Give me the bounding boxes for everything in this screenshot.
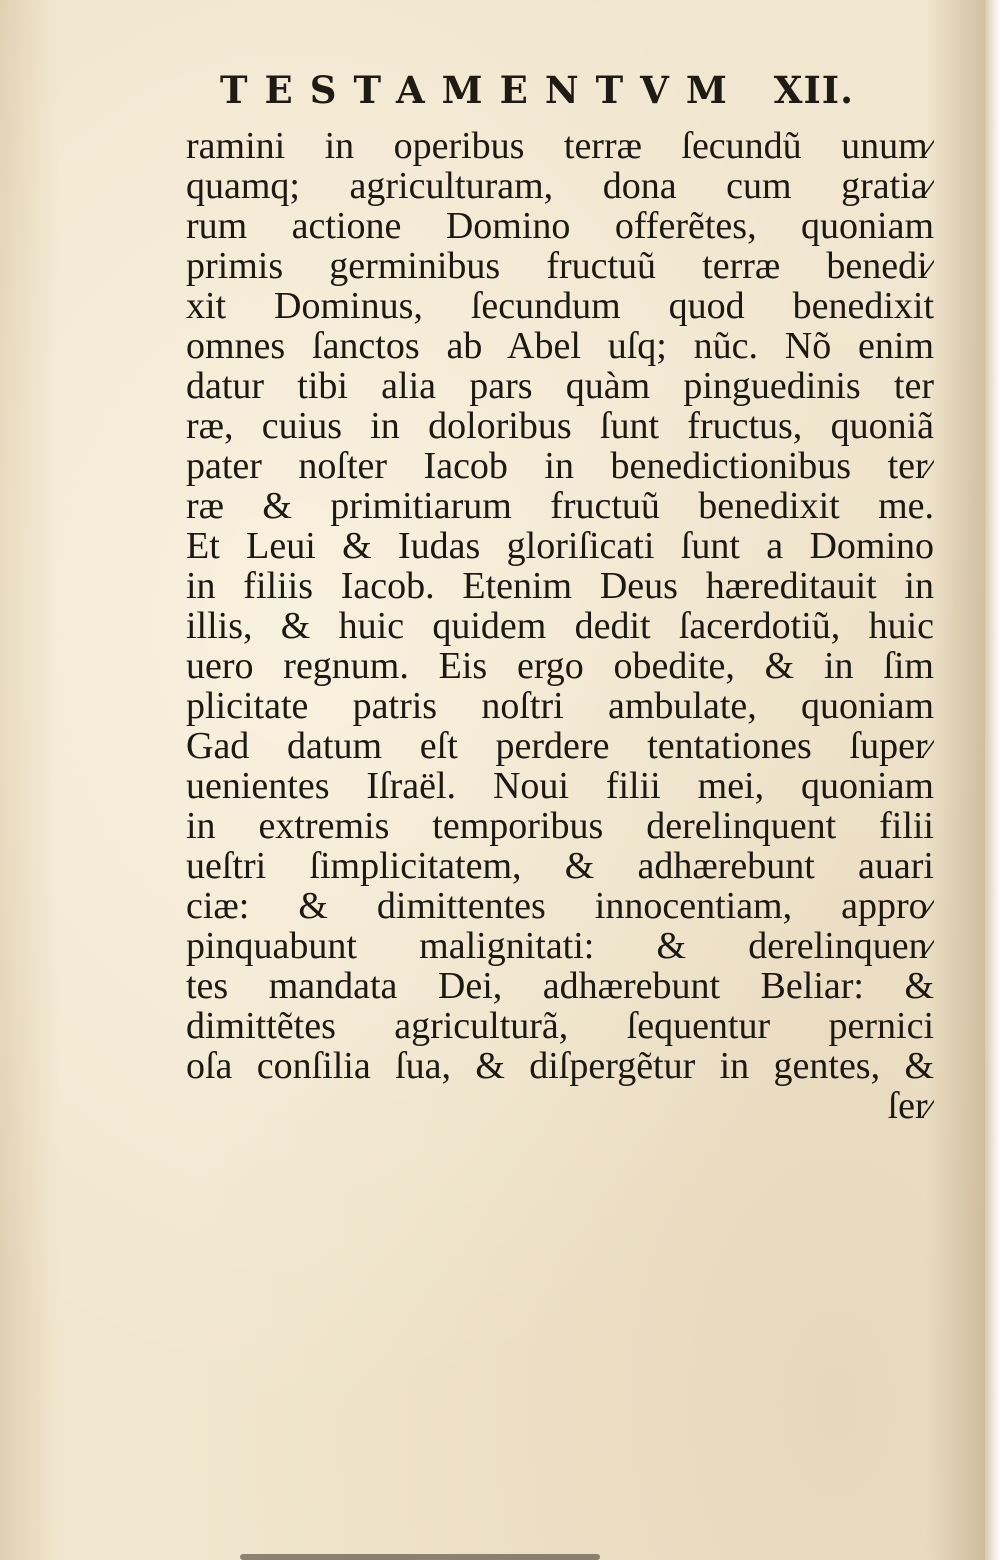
text-line: pinquabunt malignitati: & derelinquen⁄ <box>186 926 934 966</box>
text-line: rum actione Domino offerẽtes, quoniam <box>186 206 934 246</box>
text-line: oſa conſilia ſua, & diſpergẽtur in gentes, & <box>186 1046 934 1086</box>
text-line: uero regnum. Eis ergo obedite, & in ſim <box>186 646 934 686</box>
text-line: ræ, cuius in doloribus ſunt fructus, quoniã <box>186 406 934 446</box>
catchword: ſer⁄ <box>887 1086 934 1126</box>
text-line: plicitate patris noſtri ambulate, quoniam <box>186 686 934 726</box>
text-line: primis germinibus fructuũ terræ benedi⁄ <box>186 246 934 286</box>
text-line: tes mandata Dei, adhærebunt Beliar: & <box>186 966 934 1006</box>
page-edge <box>985 0 1000 1560</box>
text-line: quamq; agriculturam, dona cum gratia⁄ <box>186 166 934 206</box>
running-head-title: TESTAMENTVM <box>220 68 744 112</box>
text-line: ræ & primitiarum fructuũ benedixit me. <box>186 486 934 526</box>
text-line: uenientes Iſraël. Noui filii mei, quoniam <box>186 766 934 806</box>
text-line: datur tibi alia pars quàm pinguedinis ter <box>186 366 934 406</box>
text-line: pater noſter Iacob in benedictionibus ter⁄ <box>186 446 934 486</box>
text-line: ueſtri ſimplicitatem, & adhærebunt auari <box>186 846 934 886</box>
text-line: Et Leui & Iudas gloriſicati ſunt a Domino <box>186 526 934 566</box>
running-head <box>220 68 910 112</box>
text-line: in extremis temporibus derelinquent filii <box>186 806 934 846</box>
text-line: in filiis Iacob. Etenim Deus hæreditauit in <box>186 566 934 606</box>
text-line: xit Dominus, ſecundum quod benedixit <box>186 286 934 326</box>
text-line: dimittẽtes agriculturã, ſequentur pernici <box>186 1006 934 1046</box>
text-line: illis, & huic quidem dedit ſacerdotiũ, huic <box>186 606 934 646</box>
folio-number: XII. <box>773 68 854 112</box>
body-text <box>186 126 936 1126</box>
text-line: ciæ: & dimittentes innocentiam, appro⁄ <box>186 886 934 926</box>
text-line: ramini in operibus terræ ſecundũ unum⁄ <box>186 126 934 166</box>
ink-smudge <box>240 1554 600 1560</box>
text-line: Gad datum eſt perdere tentationes ſuper⁄ <box>186 726 934 766</box>
text-line: omnes ſanctos ab Abel uſq; nũc. Nõ enim <box>186 326 934 366</box>
